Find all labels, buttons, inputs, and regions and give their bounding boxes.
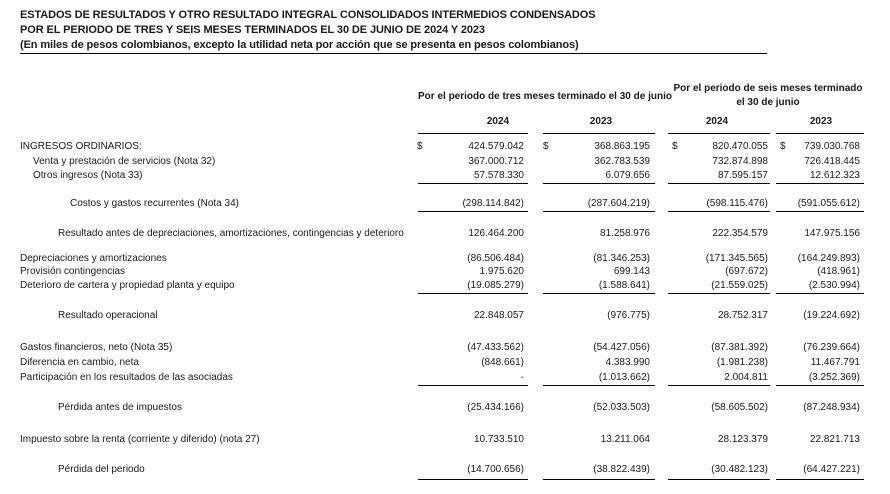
year-header-3m-2024: 2024 bbox=[486, 116, 510, 127]
row-label: Pérdida del periodo bbox=[58, 464, 145, 475]
value-6m-2023: (418.961) bbox=[817, 266, 860, 277]
subtotal-rule bbox=[543, 293, 655, 294]
year-rule bbox=[543, 133, 655, 134]
value-3m-2024: 1.975.620 bbox=[479, 266, 524, 277]
subtotal-rule bbox=[668, 293, 770, 294]
statement-row bbox=[0, 155, 890, 169]
statement-row bbox=[0, 227, 890, 241]
subtotal-rule bbox=[543, 385, 655, 386]
value-3m-2023: 699.143 bbox=[613, 266, 650, 277]
row-label: Provisión contingencias bbox=[20, 266, 126, 277]
value-6m-2023: 11.467.791 bbox=[810, 357, 860, 368]
value-6m-2024: 820.470.055 bbox=[712, 141, 768, 152]
value-6m-2024: (1.981.238) bbox=[716, 357, 768, 368]
value-6m-2024: 2.004.811 bbox=[724, 372, 768, 383]
year-header-6m-2023: 2023 bbox=[809, 116, 833, 127]
year-header-6m-2024: 2024 bbox=[705, 116, 729, 127]
value-3m-2023: (54.427.056) bbox=[593, 342, 650, 353]
value-6m-2024: (87.381.392) bbox=[711, 342, 768, 353]
value-6m-2024: 732.874.898 bbox=[712, 156, 768, 167]
value-6m-2024: (697.672) bbox=[725, 266, 768, 277]
statement-units: (En miles de pesos colombianos, excepto la utilidad neta por acción que se presenta en pesos colombianos) bbox=[20, 39, 579, 51]
subtotal-rule bbox=[776, 183, 864, 184]
subtotal-rule bbox=[418, 183, 528, 184]
row-label: Otros ingresos (Nota 33) bbox=[33, 170, 143, 181]
value-3m-2024: (19.085.279) bbox=[467, 280, 524, 291]
row-label: Deterioro de cartera y propiedad planta y equipo bbox=[20, 280, 235, 291]
year-rule bbox=[418, 133, 528, 134]
value-6m-2024: (171.345.565) bbox=[705, 253, 768, 264]
value-6m-2023: (591.055.612) bbox=[797, 198, 860, 209]
value-6m-2024: 28.123.379 bbox=[717, 434, 768, 445]
value-6m-2023: 12.612.323 bbox=[809, 170, 860, 181]
subtotal-rule bbox=[543, 211, 655, 212]
statement-row bbox=[0, 279, 890, 293]
year-rule bbox=[668, 133, 770, 134]
statement-row bbox=[0, 197, 890, 211]
value-6m-2024: 87.595.157 bbox=[717, 170, 768, 181]
value-3m-2023: (38.822.439) bbox=[593, 464, 650, 475]
year-header-3m-2023: 2023 bbox=[589, 116, 613, 127]
value-3m-2024: 10.733.510 bbox=[473, 434, 524, 445]
value-6m-2023: (76.239.664) bbox=[803, 342, 860, 353]
row-label: Depreciaciones y amortizaciones bbox=[20, 253, 167, 264]
statement-row bbox=[0, 356, 890, 370]
value-3m-2023: (1.013.662) bbox=[598, 372, 650, 383]
value-3m-2023: 368.863.195 bbox=[594, 141, 650, 152]
value-6m-2024: (58.605.502) bbox=[711, 402, 768, 413]
subtotal-rule bbox=[543, 183, 655, 184]
value-3m-2024: 424.579.042 bbox=[468, 141, 524, 152]
value-6m-2023: 147.975.156 bbox=[804, 228, 860, 239]
subtotal-rule bbox=[418, 293, 528, 294]
statement-row bbox=[0, 341, 890, 355]
statement-row bbox=[0, 371, 890, 385]
subtotal-rule bbox=[668, 183, 770, 184]
statement-row bbox=[0, 401, 890, 415]
value-3m-2024: (25.434.166) bbox=[467, 402, 524, 413]
row-label: Impuesto sobre la renta (corriente y diferido) (nota 27) bbox=[20, 434, 260, 445]
subtotal-rule bbox=[418, 385, 528, 386]
value-3m-2023: 81.258.976 bbox=[599, 228, 650, 239]
statement-row bbox=[0, 169, 890, 183]
statement-row bbox=[0, 433, 890, 447]
value-6m-2023: (87.248.934) bbox=[803, 402, 860, 413]
value-6m-2024: (21.559.025) bbox=[711, 280, 768, 291]
row-label: Costos y gastos recurrentes (Nota 34) bbox=[70, 198, 239, 209]
value-3m-2024: 126.464.200 bbox=[468, 228, 524, 239]
value-3m-2023: (81.346.253) bbox=[593, 253, 650, 264]
value-3m-2023: 4.383.990 bbox=[605, 357, 650, 368]
row-label: Pérdida antes de impuestos bbox=[58, 402, 182, 413]
value-3m-2024: (86.506.484) bbox=[467, 253, 524, 264]
value-3m-2023: 13.211.064 bbox=[600, 434, 650, 445]
total-rule bbox=[668, 479, 770, 480]
subtotal-rule bbox=[418, 211, 528, 212]
statement-title: ESTADOS DE RESULTADOS Y OTRO RESULTADO INTEGRAL CONSOLIDADOS INTERMEDIOS CONDENSADOS bbox=[20, 9, 596, 21]
statement-row bbox=[0, 463, 890, 477]
currency-symbol: $ bbox=[417, 141, 423, 152]
value-3m-2023: (1.588.641) bbox=[598, 280, 650, 291]
value-3m-2024: (298.114.842) bbox=[462, 198, 524, 209]
subtotal-rule bbox=[776, 293, 864, 294]
value-3m-2024: - bbox=[520, 372, 524, 383]
row-label: Gastos financieros, neto (Nota 35) bbox=[20, 342, 173, 353]
subtotal-rule bbox=[668, 385, 770, 386]
year-rule bbox=[776, 133, 864, 134]
value-3m-2024: (14.700.656) bbox=[467, 464, 524, 475]
value-6m-2023: 22.821.713 bbox=[809, 434, 860, 445]
value-3m-2023: (976.775) bbox=[607, 310, 650, 321]
header-divider bbox=[20, 53, 767, 54]
value-6m-2024: 222.354.579 bbox=[712, 228, 768, 239]
currency-symbol: $ bbox=[543, 141, 549, 152]
value-6m-2023: (2.530.994) bbox=[808, 280, 860, 291]
subtotal-rule bbox=[776, 385, 864, 386]
statement-row bbox=[0, 252, 890, 266]
value-6m-2023: 726.418.445 bbox=[804, 156, 860, 167]
subtotal-rule bbox=[776, 211, 864, 212]
value-3m-2023: (52.033.503) bbox=[593, 402, 650, 413]
value-6m-2023: (3.252.369) bbox=[808, 372, 860, 383]
value-6m-2024: 28.752.317 bbox=[717, 310, 768, 321]
value-6m-2023: (64.427.221) bbox=[803, 464, 860, 475]
total-rule bbox=[776, 479, 864, 480]
value-3m-2024: 367.000.712 bbox=[468, 156, 524, 167]
subtotal-rule bbox=[668, 211, 770, 212]
row-label: Resultado operacional bbox=[58, 310, 158, 321]
row-label: Diferencia en cambio, neta bbox=[20, 357, 139, 368]
statement-row bbox=[0, 309, 890, 323]
value-3m-2024: (47.433.562) bbox=[467, 342, 524, 353]
value-3m-2024: (848.661) bbox=[481, 357, 524, 368]
value-3m-2024: 57.578.330 bbox=[473, 170, 524, 181]
column-group-six-months: Por el periodo de seis meses terminado el 30 de junio bbox=[673, 83, 863, 108]
total-rule bbox=[418, 479, 528, 480]
column-group-three-months: Por el periodo de tres meses terminado el 30 de junio bbox=[418, 91, 672, 102]
currency-symbol: $ bbox=[672, 141, 678, 152]
value-3m-2023: (287.604.219) bbox=[587, 198, 650, 209]
row-label: INGRESOS ORDINARIOS: bbox=[20, 141, 142, 152]
row-label: Resultado antes de depreciaciones, amortizaciones, contingencias y deterioro bbox=[58, 228, 404, 239]
statement-row bbox=[0, 265, 890, 279]
value-6m-2024: (30.482.123) bbox=[711, 464, 768, 475]
value-3m-2023: 362.783.539 bbox=[594, 156, 650, 167]
value-6m-2023: 739.030.768 bbox=[804, 141, 860, 152]
value-3m-2023: 6.079.656 bbox=[605, 170, 650, 181]
value-6m-2023: (164.249.893) bbox=[797, 253, 860, 264]
row-label: Participación en los resultados de las asociadas bbox=[20, 372, 233, 383]
currency-symbol: $ bbox=[780, 141, 786, 152]
value-3m-2024: 22.848.057 bbox=[473, 310, 524, 321]
value-6m-2024: (598.115.476) bbox=[706, 198, 768, 209]
statement-period: POR EL PERIODO DE TRES Y SEIS MESES TERMINADOS EL 30 DE JUNIO DE 2024 Y 2023 bbox=[20, 24, 485, 36]
value-6m-2023: (19.224.692) bbox=[803, 310, 860, 321]
total-rule bbox=[543, 479, 655, 480]
row-label: Venta y prestación de servicios (Nota 32) bbox=[33, 156, 216, 167]
statement-row bbox=[0, 140, 890, 154]
